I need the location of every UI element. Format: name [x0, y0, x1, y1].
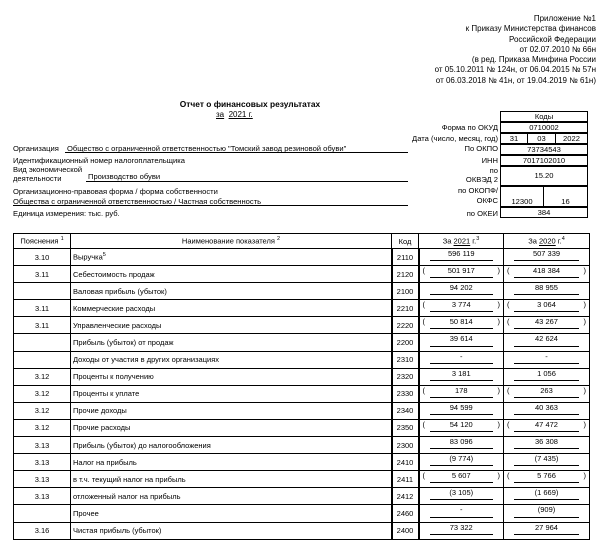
row-value-current: 178 ( )	[419, 385, 504, 402]
row-code: 2350	[392, 419, 419, 436]
row-value-previous: 5 766 ( )	[504, 471, 590, 488]
okved-value: 15.20	[500, 166, 588, 186]
row-note: 3.16	[14, 522, 71, 539]
appendix-line: Приложение №1	[533, 14, 596, 23]
col-header-note: Пояснения $^1$	[14, 234, 71, 249]
row-code: 2410	[392, 454, 419, 471]
row-code: 2330	[392, 385, 419, 402]
row-indicator-name: Прибыль (убыток) от продаж	[71, 334, 392, 351]
okopf-label: по ОКОПФ/ ОКФС	[458, 186, 498, 205]
table-header-row	[14, 234, 590, 249]
row-note: 3.12	[14, 402, 71, 419]
row-value-current: -	[419, 351, 504, 368]
row-value-previous: (1 669)	[504, 488, 590, 505]
table-row	[14, 317, 590, 334]
row-value-previous: 88 955	[504, 283, 590, 300]
report-period	[216, 110, 253, 119]
row-value-previous: 418 384 ( )	[504, 266, 590, 283]
okved-label: по ОКВЭД 2	[465, 166, 498, 184]
table-row	[14, 300, 590, 317]
row-note: 3.13	[14, 454, 71, 471]
inn-value: 7017102010	[500, 155, 588, 166]
table-row	[14, 471, 590, 488]
row-indicator-name: Доходы от участия в других организациях	[71, 351, 392, 368]
row-value-current: 3 774 ( )	[419, 300, 504, 317]
row-value-previous: 3 064 ( )	[504, 300, 590, 317]
org-label: Организация	[13, 144, 59, 153]
period-year: 2021 г.	[228, 110, 253, 119]
period-prefix: за	[216, 110, 225, 119]
appendix-line: (в ред. Приказа Минфина России	[471, 55, 596, 65]
row-value-previous: (909)	[504, 505, 590, 522]
row-indicator-name: отложенный налог на прибыль	[71, 488, 392, 505]
table-row	[14, 283, 590, 300]
okei-value: 384	[500, 207, 588, 218]
row-note: 3.12	[14, 368, 71, 385]
row-value-previous: 36 308	[504, 437, 590, 454]
table-row	[14, 505, 590, 522]
row-code: 2310	[392, 351, 419, 368]
row-code: 2110	[392, 249, 419, 266]
inn-label: ИНН	[481, 156, 498, 165]
appendix-line: от 02.07.2010 № 66н	[519, 44, 596, 54]
row-value-previous: 263 ( )	[504, 385, 590, 402]
appendix-line: от 05.10.2011 № 124н, от 06.04.2015 № 57н	[434, 65, 596, 75]
row-value-current: -	[419, 505, 504, 522]
row-value-current: (3 105)	[419, 488, 504, 505]
row-note	[14, 334, 71, 351]
row-indicator-name: Проценты к получению	[71, 368, 392, 385]
row-value-previous: (7 435)	[504, 454, 590, 471]
codes-header: Коды	[500, 111, 588, 122]
col-header-current: За 2021 г.$^3$	[419, 234, 504, 249]
table-row	[14, 488, 590, 505]
okpo-label: По ОКПО	[464, 144, 498, 153]
row-value-previous: 1 056	[504, 368, 590, 385]
row-value-previous: -	[504, 351, 590, 368]
okud-label: Форма по ОКУД	[441, 123, 498, 132]
row-note: 3.11	[14, 266, 71, 283]
financial-results-table	[13, 233, 590, 540]
row-indicator-name: Прочие расходы	[71, 419, 392, 436]
okei-label: по ОКЕИ	[466, 209, 498, 218]
row-value-previous: 27 964	[504, 522, 590, 539]
row-value-current: 94 202	[419, 283, 504, 300]
row-note: 3.12	[14, 385, 71, 402]
appendix-block	[435, 14, 596, 86]
row-value-current: 39 614	[419, 334, 504, 351]
table-row	[14, 402, 590, 419]
row-note: 3.13	[14, 437, 71, 454]
row-note	[14, 351, 71, 368]
activity-value: Производство обуви	[88, 172, 161, 181]
row-value-previous: 40 363	[504, 402, 590, 419]
row-value-current: 3 181	[419, 368, 504, 385]
table-row	[14, 266, 590, 283]
table-row	[14, 368, 590, 385]
table-row	[14, 334, 590, 351]
table-row	[14, 351, 590, 368]
row-note: 3.11	[14, 300, 71, 317]
row-indicator-name: Себестоимость продаж	[71, 266, 392, 283]
inn-label-left: Идентификационный номер налогоплательщика	[13, 156, 185, 165]
row-note: 3.13	[14, 488, 71, 505]
date-year: 2022	[555, 133, 588, 144]
table-row	[14, 385, 590, 402]
row-indicator-name: Налог на прибыль	[71, 454, 392, 471]
row-note: 3.10	[14, 249, 71, 266]
appendix-line: к Приказу Министерства финансов	[465, 24, 596, 34]
row-value-current: 501 917 ( )	[419, 266, 504, 283]
activity-label: Вид экономической деятельности	[13, 165, 83, 183]
col-header-previous: За 2020 г.$^4$	[504, 234, 590, 249]
col-header-code: Код	[392, 234, 419, 249]
row-value-current: 94 599	[419, 402, 504, 419]
date-month: 03	[527, 133, 556, 144]
row-indicator-name: Валовая прибыль (убыток)	[71, 283, 392, 300]
row-code: 2100	[392, 283, 419, 300]
row-value-current: (9 774)	[419, 454, 504, 471]
row-code: 2300	[392, 437, 419, 454]
row-note	[14, 505, 71, 522]
row-indicator-name: Коммерческие расходы	[71, 300, 392, 317]
okopf-value: 12300	[500, 186, 544, 207]
row-value-current: 596 119	[419, 249, 504, 266]
okfs-value: 16	[543, 186, 588, 207]
legal-form-value: Общества с ограниченной ответственностью / Частная собственность	[13, 197, 262, 206]
date-day: 31	[500, 133, 528, 144]
row-indicator-name: Прочие доходы	[71, 402, 392, 419]
table-row	[14, 437, 590, 454]
date-label: Дата (число, месяц, год)	[412, 134, 498, 143]
row-indicator-name: Выручка$^5$	[71, 249, 392, 266]
row-indicator-name: Прибыль (убыток) до налогообложения	[71, 437, 392, 454]
row-note	[14, 283, 71, 300]
row-code: 2460	[392, 505, 419, 522]
row-value-previous: 43 267 ( )	[504, 317, 590, 334]
row-indicator-name: Проценты к уплате	[71, 385, 392, 402]
row-value-previous: 507 339	[504, 249, 590, 266]
unit-label: Единица измерения: тыс. руб.	[13, 209, 120, 218]
col-header-name: Наименование показателя $^2$	[71, 234, 392, 249]
row-indicator-name: Управленческие расходы	[71, 317, 392, 334]
report-title: Отчет о финансовых результатах	[179, 99, 321, 109]
row-value-current: 73 322	[419, 522, 504, 539]
row-code: 2210	[392, 300, 419, 317]
row-indicator-name: Прочее	[71, 505, 392, 522]
org-value: Общество с ограниченной ответственностью "Томский завод резиновой обуви"	[67, 144, 347, 153]
row-code: 2400	[392, 522, 419, 539]
table-row	[14, 249, 590, 266]
appendix-line: Российской Федерации	[509, 34, 596, 44]
table-row	[14, 522, 590, 539]
row-value-previous: 42 624	[504, 334, 590, 351]
row-indicator-name: в т.ч. текущий налог на прибыль	[71, 471, 392, 488]
row-code: 2412	[392, 488, 419, 505]
table-row	[14, 454, 590, 471]
okpo-value: 73734543	[500, 144, 588, 155]
row-note: 3.13	[14, 471, 71, 488]
row-code: 2220	[392, 317, 419, 334]
row-value-current: 54 120 ( )	[419, 419, 504, 436]
row-note: 3.12	[14, 419, 71, 436]
row-value-current: 50 814 ( )	[419, 317, 504, 334]
row-code: 2320	[392, 368, 419, 385]
row-code: 2340	[392, 402, 419, 419]
row-value-current: 5 607 ( )	[419, 471, 504, 488]
row-code: 2200	[392, 334, 419, 351]
row-code: 2120	[392, 266, 419, 283]
appendix-line: от 06.03.2018 № 41н, от 19.04.2019 № 61н)	[435, 75, 596, 85]
okud-value: 0710002	[500, 122, 588, 133]
legal-form-label: Организационно-правовая форма / форма собственности	[13, 187, 218, 196]
row-value-previous: 47 472 ( )	[504, 419, 590, 436]
row-note: 3.11	[14, 317, 71, 334]
row-indicator-name: Чистая прибыль (убыток)	[71, 522, 392, 539]
table-row	[14, 419, 590, 436]
row-value-current: 83 096	[419, 437, 504, 454]
row-code: 2411	[392, 471, 419, 488]
